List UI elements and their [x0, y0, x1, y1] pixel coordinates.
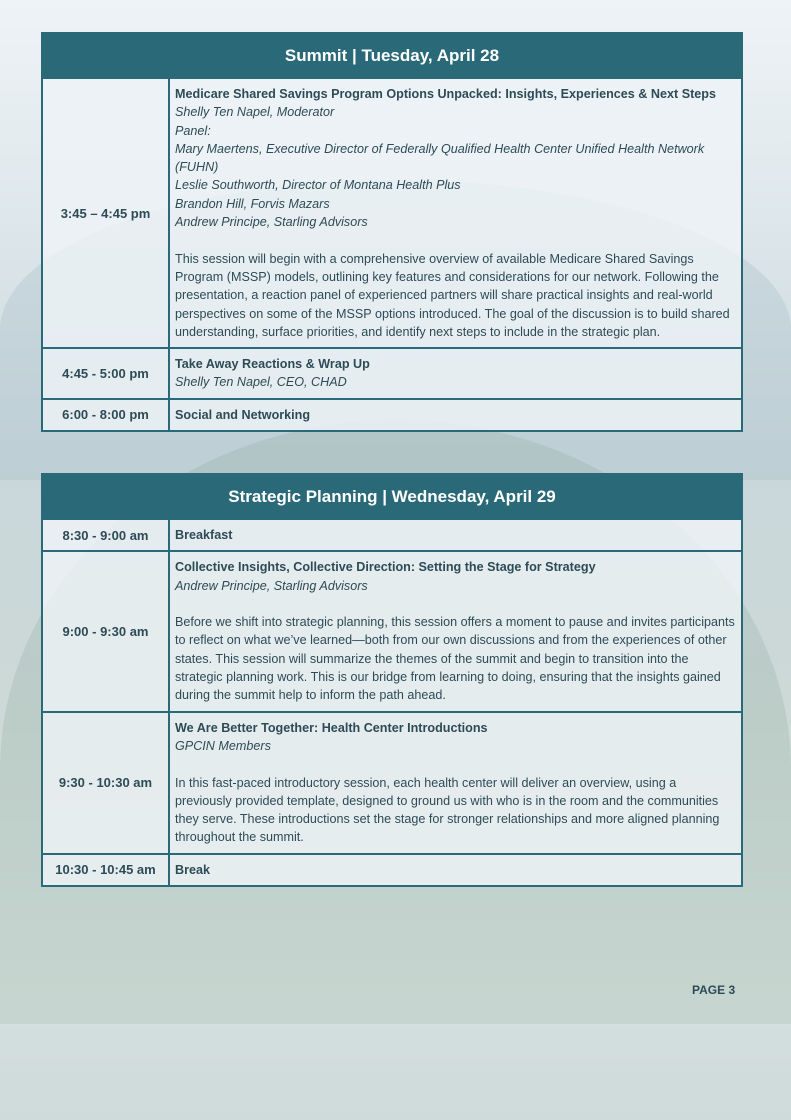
session-time: 8:30 - 9:00 am [43, 520, 170, 550]
session-description: Before we shift into strategic planning, this session offers a moment to pause and invites participants to reflect on what we’ve learned—both from our own discussions and from the experiences of other states. This session will summarize the themes of the summit and begin to transition into the strategic planning work. This is our bridge from learning to doing, ensuring that the insights gained during the summit help to inform the path ahead. [175, 615, 735, 703]
schedule-row [43, 77, 741, 347]
schedule-row [43, 347, 741, 398]
section-header: Strategic Planning | Wednesday, April 29 [43, 475, 741, 518]
session-time: 10:30 - 10:45 am [43, 855, 170, 885]
session-time: 6:00 - 8:00 pm [43, 400, 170, 430]
session-speaker: Brandon Hill, Forvis Mazars [175, 196, 330, 211]
schedule-table [41, 32, 743, 432]
session-speaker: Andrew Principe, Starling Advisors [175, 215, 368, 230]
session-title: Social and Networking [175, 407, 311, 422]
session-time: 9:30 - 10:30 am [43, 713, 170, 853]
session-title: Medicare Shared Savings Program Options Unpacked: Insights, Experiences & Next Steps [175, 87, 716, 101]
schedule-row [43, 518, 741, 550]
session-title: Break [175, 862, 211, 877]
session-details [170, 855, 741, 885]
session-speaker: Mary Maertens, Executive Director of Federally Qualified Health Center Unified Health Network (FUHN) [175, 141, 705, 175]
session-description: In this fast-paced introductory session, each health center will deliver an overview, using a previously provided template, designed to ground us with who is in the room and the communities they serve. These introductions set the stage for stronger relationships and more aligned planning throughout the summit. [175, 775, 720, 845]
session-speaker: Shelly Ten Napel, Moderator [175, 105, 335, 120]
session-title: Breakfast [175, 528, 233, 542]
session-details [170, 349, 741, 398]
session-details [170, 552, 741, 710]
session-details [170, 520, 741, 550]
session-speaker: Shelly Ten Napel, CEO, CHAD [175, 375, 347, 390]
session-title: We Are Better Together: Health Center Introductions [175, 720, 488, 735]
session-speaker: GPCIN Members [175, 738, 271, 753]
session-speaker: Panel: [175, 123, 211, 138]
session-time: 3:45 – 4:45 pm [43, 79, 170, 347]
session-details [170, 79, 741, 347]
session-title: Collective Insights, Collective Direction: Setting the Stage for Strategy [175, 560, 596, 575]
schedule-row [43, 398, 741, 430]
session-time: 9:00 - 9:30 am [43, 552, 170, 710]
schedule-row [43, 550, 741, 710]
schedule-row [43, 711, 741, 853]
schedule-table [41, 473, 743, 887]
schedule-row [43, 853, 741, 885]
session-speaker: Andrew Principe, Starling Advisors [175, 578, 368, 593]
page-number: PAGE 3 [692, 983, 736, 997]
session-details [170, 400, 741, 430]
section-header: Summit | Tuesday, April 28 [43, 34, 741, 77]
session-speaker: Leslie Southworth, Director of Montana Health Plus [175, 178, 461, 193]
session-title: Take Away Reactions & Wrap Up [175, 357, 370, 372]
session-description: This session will begin with a comprehensive overview of available Medicare Shared Savings Program (MSSP) models, outlining key features and considerations for our network. Following the presentation, a reaction panel of experienced partners will share practical insights and real-world perspectives on some of the MSSP options introduced. The goal of the discussion is to build shared understanding, surface priorities, and identify next steps to include in the strategic plan. [175, 251, 730, 339]
session-details [170, 713, 741, 853]
session-time: 4:45 - 5:00 pm [43, 349, 170, 398]
